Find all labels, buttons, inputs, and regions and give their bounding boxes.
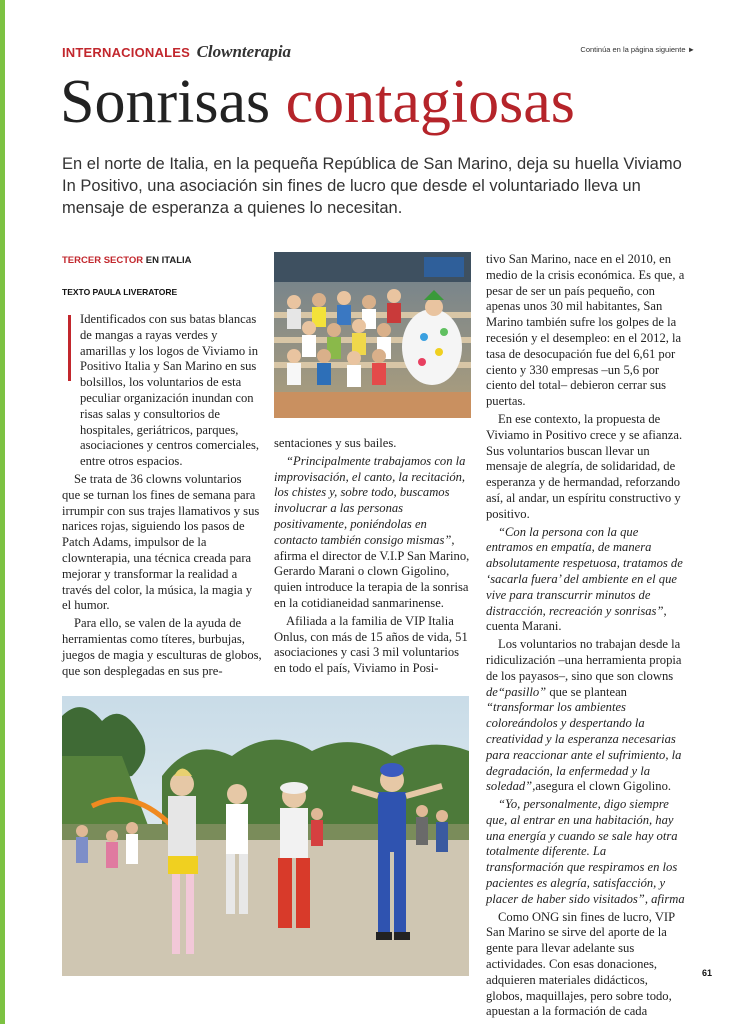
headline-part2: contagiosas — [285, 68, 575, 136]
paragraph: En ese contexto, la propuesta de Viviamo in Positivo crece y se afianza. Sus voluntarios buscan llevar un mensaje de alegría, de solidaridad, de esperanza y de hermandad, reforzando así, al andar, un espíritu constructivo y positivo. — [486, 411, 683, 521]
paragraph — [486, 637, 686, 795]
photo-audience-bleachers — [274, 252, 471, 418]
section-label: INTERNACIONALES — [62, 45, 190, 60]
continue-note: Continúa en la página siguiente ► — [580, 45, 695, 54]
opening-paragraph-wrap — [62, 312, 262, 470]
kicker — [62, 255, 192, 266]
quote-attribution: , afirma el director de V.I.P San Marino, Gerardo Marani o clown Gigolino, quien introduce la terapia de la sonrisa en la cotidianeidad sanmarinense. — [274, 532, 470, 610]
headline-part1: Sonrisas — [60, 68, 271, 136]
lead-paragraph: En el norte de Italia, en la pequeña República de San Marino, deja su huella Viviamo In Positivo, una asociación sin fines de lucro que desde el voluntariado lleva un mensaje de esperanza a quienes lo necesitan. — [62, 155, 682, 217]
section-topic: Clownterapia — [196, 42, 292, 61]
kicker-part1: TERCER SECTOR — [62, 255, 144, 266]
quote-attribution: ,asegura el clown Gigolino. — [532, 779, 672, 794]
byline: TEXTO PAULA LIVERATORE — [62, 287, 178, 297]
quote: “Con la persona con la que entramos en empatía, de manera absolutamente respetuosa, tratamos de ‘sacarla fuera’ del ambiente en el que vive para transcurrir minutos de distracción, recreación y sonrisas” — [486, 524, 683, 618]
photo-clowns-illustration — [62, 696, 469, 976]
quote-paragraph — [274, 454, 471, 612]
photo-clowns-dancing — [62, 696, 469, 976]
opening-paragraph: Identificados con sus batas blancas de mangas a rayas verdes y amarillas y los logos de Viviamo in Positivo Italia y San Marino en sus bolsillos, los voluntarios de esta peculiar organización inundan con risas salas y consultorios de hospitales, geriátricos, parques, asociaciones y centros comerciales, entre otros espacios. — [80, 312, 260, 469]
paragraph: Afiliada a la familia de VIP Italia Onlus, con más de 15 años de vida, 51 asociaciones y casi 3 mil voluntarios en todo el país, Viviamo in Posi- — [274, 613, 468, 676]
paragraph: Se trata de 36 clowns voluntarios que se turnan los fines de semana para irrumpir con sus trajes llamativos y sus narices rojas, siguiendo los pasos de Patch Adams, impulsor de la clownterapia, una técnica creada para mejorar y transformar la realidad a través del color, la música, la magia y el humor. — [62, 471, 260, 613]
drop-cap-bar — [68, 315, 71, 381]
headline — [60, 66, 575, 138]
page-number: 61 — [701, 968, 712, 978]
column-3 — [486, 252, 686, 1022]
quote: “transformar los ambientes coloreándolos y despertando la creatividad y la esperanza necesarias para reaccionar ante el sufrimiento, la degradación, la enfermedad y la soledad” — [486, 700, 682, 794]
quote: “Yo, personalmente, digo siempre que, al entrar en una habitación, hay una energía y cuando se sale hay otra totalmente diferente. La transformación que respiramos en los pacientes es alegría, satisfacción, y placer de haber sido visitados” — [486, 797, 678, 906]
section-header — [62, 42, 291, 62]
quote: “Principalmente trabajamos con la improvisación, el canto, la recitación, los chistes y, sobre todo, buscamos involucrar a las personas positivamente, poniéndolas en contacto también consigo mismas” — [274, 453, 466, 547]
page-edge-bar — [0, 0, 5, 1024]
paragraph: Como ONG sin fines de lucro, VIP San Marino se sirve del aporte de la gente para llevar adelante sus actividades. Con esas donaciones, adquieren materiales didácticos, globos, maquillajes, pero sobre todo, apuestan a la formación de cada — [486, 909, 675, 1019]
paragraph: Para ello, se valen de la ayuda de herramientas como títeres, burbujas, juegos de magia y esculturas de globos, que son desplegadas en sus pre- — [62, 616, 262, 678]
kicker-part2: EN ITALIA — [145, 255, 192, 266]
photo-audience-illustration — [274, 252, 471, 418]
emphasis: de“pasillo” — [486, 684, 547, 699]
paragraph: tivo San Marino, nace en el 2010, en medio de la crisis económica. Es que, a pesar de ser un país pequeño, con apenas unos 30 mil habitantes, San Marino también sufre los golpes de la recesión y el desempleo: en el 2012, la tasa de desocupación fue del 6,61 por ciento y 330 empresas –un 5,6 por ciento del total– debieron cerrar sus puertas. — [486, 252, 685, 409]
paragraph: sentaciones y sus bailes. — [274, 436, 397, 450]
quote-paragraph — [486, 525, 686, 636]
column-2 — [274, 436, 471, 679]
column-1 — [62, 312, 262, 681]
quote-paragraph — [486, 797, 686, 908]
text-run: que se plantean — [546, 684, 627, 699]
quote-attribution: , cuenta Marani. — [486, 603, 667, 634]
quote-attribution: , afirma — [644, 891, 685, 906]
text-run: Los voluntarios no trabajan desde la ridiculización –una herramienta propia de los payasos–, sino que son clowns — [486, 637, 682, 683]
